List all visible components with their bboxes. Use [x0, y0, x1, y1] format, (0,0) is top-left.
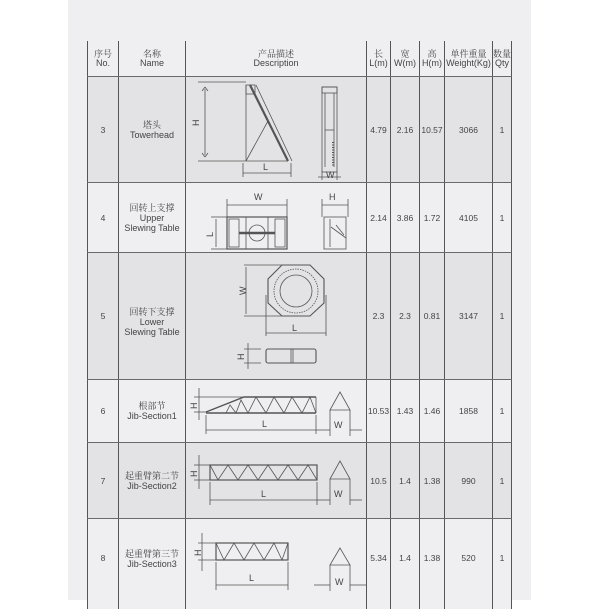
row-name	[118, 183, 185, 252]
towerhead-drawing	[185, 77, 366, 182]
header-qty-cn: 数量	[493, 48, 512, 59]
header-name-en: Name	[139, 57, 164, 68]
header-desc-en: Description	[253, 57, 299, 68]
row-no: 6	[87, 380, 118, 442]
row-length: 4.79	[366, 77, 390, 182]
svg-text:W: W	[254, 192, 263, 202]
header-h-en: H(m)	[422, 57, 442, 68]
row-name	[118, 380, 185, 442]
row-name	[118, 519, 185, 609]
svg-text:H: H	[193, 549, 203, 556]
row-width: 1.43	[390, 380, 419, 442]
row-length: 10.53	[366, 380, 390, 442]
row-height: 1.38	[419, 443, 444, 518]
name-en: Jib-Section3	[127, 559, 177, 569]
row-name	[118, 443, 185, 518]
row-weight: 4105	[444, 183, 492, 252]
row-no: 4	[87, 183, 118, 252]
table-header	[87, 41, 512, 77]
table-row	[87, 77, 512, 183]
header-name	[118, 41, 185, 76]
name-en-line2: Slewing Table	[124, 222, 180, 233]
svg-text:W: W	[334, 489, 343, 499]
header-height	[419, 41, 444, 76]
table-row	[87, 443, 512, 519]
svg-text:L: L	[261, 489, 267, 499]
header-no	[87, 41, 118, 76]
svg-text:L: L	[292, 323, 298, 333]
jib-section3-drawing	[185, 519, 366, 609]
row-qty: 1	[492, 183, 512, 252]
name-cn: 起重臂第二节	[124, 470, 179, 481]
row-width: 1.4	[390, 519, 419, 609]
row-width: 2.16	[390, 77, 419, 182]
name-en: Towerhead	[129, 129, 175, 140]
row-no: 5	[87, 253, 118, 379]
row-no: 8	[87, 519, 118, 609]
header-width	[390, 41, 419, 76]
header-w-en: W(m)	[394, 57, 416, 68]
name-en: Lower	[139, 317, 165, 327]
header-weight	[444, 41, 492, 76]
header-name-cn: 名称	[142, 48, 161, 59]
header-no-en: No.	[95, 57, 110, 68]
jib-section2-drawing	[185, 443, 366, 518]
row-length: 2.14	[366, 183, 390, 252]
header-desc-cn: 产品描述	[257, 48, 294, 59]
table-row	[87, 380, 512, 443]
svg-text:L: L	[263, 162, 269, 172]
table-row	[87, 183, 512, 253]
name-cn: 起重臂第三节	[124, 549, 179, 559]
header-h-cn: 高	[427, 48, 437, 59]
row-height: 1.38	[419, 519, 444, 609]
name-cn: 根部节	[138, 401, 166, 411]
row-height: 0.81	[419, 253, 444, 379]
svg-text:W: W	[334, 420, 343, 430]
name-en-line2: Slewing Table	[124, 327, 180, 337]
svg-text:W: W	[326, 170, 335, 180]
name-cn: 回转下支撑	[129, 307, 175, 317]
header-qty-en: Qty	[494, 57, 509, 68]
row-qty: 1	[492, 380, 512, 442]
header-weight-en: Weight(Kg)	[446, 57, 491, 68]
row-length: 5.34	[366, 519, 390, 609]
name-cn: 回转上支撑	[129, 202, 175, 213]
svg-text:H: H	[329, 192, 336, 202]
row-width: 2.3	[390, 253, 419, 379]
svg-text:L: L	[262, 419, 268, 429]
name-en: Jib-Section2	[127, 480, 177, 491]
row-name	[118, 253, 185, 379]
row-qty: 1	[492, 77, 512, 182]
svg-text:L: L	[249, 573, 255, 583]
row-height: 1.72	[419, 183, 444, 252]
row-height: 10.57	[419, 77, 444, 182]
row-length: 2.3	[366, 253, 390, 379]
name-en: Jib-Section1	[127, 411, 177, 421]
svg-text:W: W	[238, 286, 248, 295]
name-en: Upper	[139, 212, 165, 223]
row-qty: 1	[492, 519, 512, 609]
header-qty	[492, 41, 512, 76]
row-height: 1.46	[419, 380, 444, 442]
row-no: 3	[87, 77, 118, 182]
lower-slewing-table-drawing	[185, 253, 366, 379]
svg-text:H: H	[236, 353, 246, 360]
jib-section1-drawing	[185, 380, 366, 442]
row-qty: 1	[492, 253, 512, 379]
row-weight: 3066	[444, 77, 492, 182]
name-cn: 塔头	[142, 119, 161, 130]
row-no: 7	[87, 443, 118, 518]
header-length	[366, 41, 390, 76]
row-width: 3.86	[390, 183, 419, 252]
table-row	[87, 519, 512, 609]
svg-text:L: L	[205, 231, 215, 237]
svg-text:W: W	[335, 577, 344, 587]
row-weight: 520	[444, 519, 492, 609]
row-weight: 990	[444, 443, 492, 518]
row-weight: 1858	[444, 380, 492, 442]
upper-slewing-table-drawing	[185, 183, 366, 252]
row-qty: 1	[492, 443, 512, 518]
table-row	[87, 253, 512, 380]
header-weight-cn: 单件重量	[450, 48, 487, 59]
svg-text:H: H	[189, 470, 199, 477]
header-no-cn: 序号	[93, 48, 112, 59]
svg-text:H: H	[189, 402, 199, 409]
header-l-cn: 长	[373, 48, 383, 59]
row-name	[118, 77, 185, 182]
header-l-en: L(m)	[369, 57, 388, 68]
row-width: 1.4	[390, 443, 419, 518]
header-description	[185, 41, 366, 76]
header-w-cn: 宽	[400, 48, 410, 59]
svg-text:H: H	[191, 119, 201, 126]
row-length: 10.5	[366, 443, 390, 518]
row-weight: 3147	[444, 253, 492, 379]
